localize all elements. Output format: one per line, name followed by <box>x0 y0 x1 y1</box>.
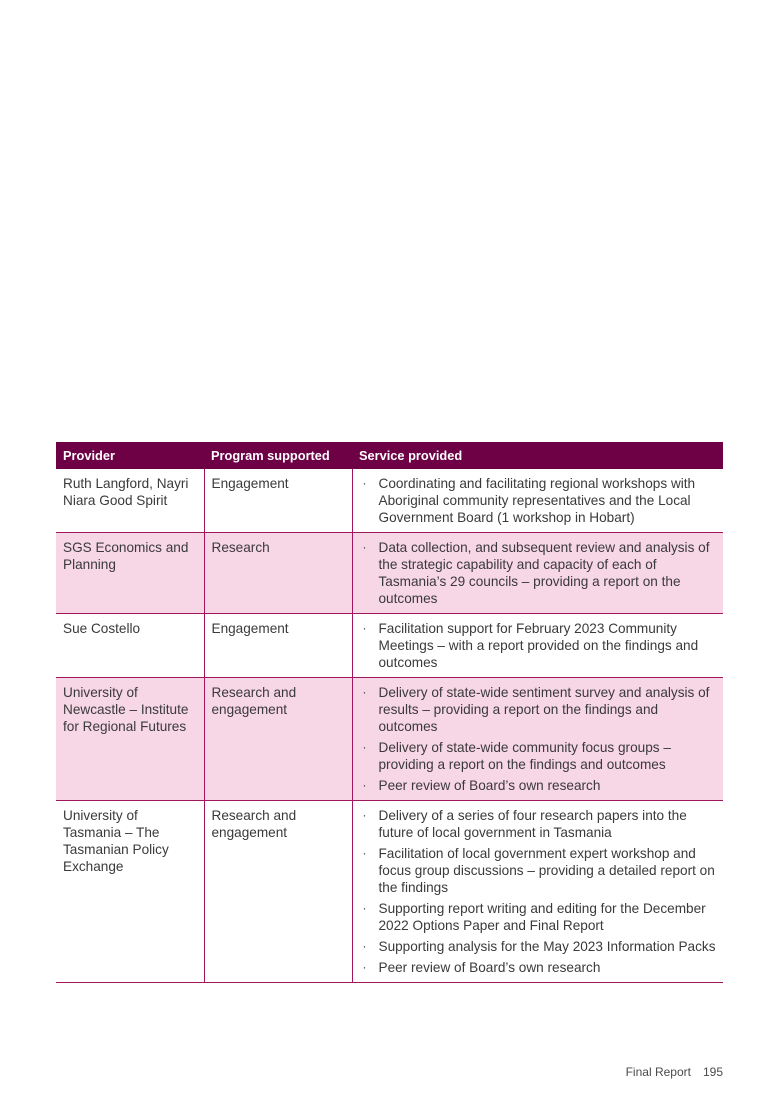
service-item <box>360 807 718 841</box>
bullet-icon: · <box>362 808 367 822</box>
bullet-icon: · <box>362 621 367 635</box>
service-text: Supporting report writing and editing for the December 2022 Options Paper and Final Report <box>378 901 706 933</box>
bullet-icon: · <box>362 901 367 915</box>
service-text: Facilitation support for February 2023 Community Meetings – with a report provided on the findings and outcomes <box>378 621 699 670</box>
table-row <box>56 469 723 533</box>
service-list <box>360 620 718 671</box>
table-header <box>56 442 723 469</box>
page-footer <box>600 1065 723 1079</box>
service-item <box>360 777 718 794</box>
provider-cell: Sue Costello <box>56 614 204 678</box>
service-item <box>360 739 718 773</box>
provider-cell: SGS Economics and Planning <box>56 533 204 614</box>
service-cell <box>352 614 723 678</box>
service-list <box>360 475 718 526</box>
service-text: Delivery of state-wide community focus groups – providing a report on the findings and outcomes <box>378 740 671 772</box>
service-text: Data collection, and subsequent review and analysis of the strategic capability and capacity of each of Tasmania’s 29 councils – providing a report on the outcomes <box>378 540 710 606</box>
service-item <box>360 845 718 896</box>
service-item <box>360 475 718 526</box>
service-cell <box>352 533 723 614</box>
bullet-icon: · <box>362 685 367 699</box>
program-cell: Engagement <box>204 614 352 678</box>
service-item <box>360 959 718 976</box>
service-cell <box>352 678 723 801</box>
header-row <box>56 442 723 469</box>
bullet-icon: · <box>362 846 367 860</box>
service-item <box>360 684 718 735</box>
page-number: 195 <box>702 1065 723 1079</box>
bullet-icon: · <box>362 540 367 554</box>
table-row <box>56 614 723 678</box>
bullet-icon: · <box>362 939 367 953</box>
service-list <box>360 807 718 976</box>
bullet-icon: · <box>362 778 367 792</box>
service-text: Delivery of state-wide sentiment survey and analysis of results – providing a report on the findings and outcomes <box>378 685 710 734</box>
service-item <box>360 620 718 671</box>
service-text: Facilitation of local government expert workshop and focus group discussions – providing a detailed report on the findings <box>378 846 715 895</box>
provider-cell: University of Newcastle – Institute for Regional Futures <box>56 678 204 801</box>
header-program: Program supported <box>204 442 352 469</box>
service-item <box>360 938 718 955</box>
table-row <box>56 801 723 983</box>
program-cell: Research and engagement <box>204 678 352 801</box>
table-row <box>56 533 723 614</box>
providers-table <box>56 442 723 983</box>
service-list <box>360 684 718 794</box>
service-list <box>360 539 718 607</box>
program-cell: Research and engagement <box>204 801 352 983</box>
service-text: Supporting analysis for the May 2023 Information Packs <box>378 939 716 954</box>
service-cell <box>352 801 723 983</box>
service-text: Peer review of Board’s own research <box>378 960 601 975</box>
service-text: Coordinating and facilitating regional workshops with Aboriginal community representatives and the Local Government Board (1 workshop in Hobart) <box>378 476 696 525</box>
table-row <box>56 678 723 801</box>
service-text: Peer review of Board’s own research <box>378 778 601 793</box>
header-provider: Provider <box>56 442 204 469</box>
footer-label: Final Report <box>625 1065 691 1079</box>
service-item <box>360 900 718 934</box>
provider-cell: Ruth Langford, Nayri Niara Good Spirit <box>56 469 204 533</box>
provider-cell: University of Tasmania – The Tasmanian Policy Exchange <box>56 801 204 983</box>
service-item <box>360 539 718 607</box>
bullet-icon: · <box>362 476 367 490</box>
program-cell: Research <box>204 533 352 614</box>
bullet-icon: · <box>362 960 367 974</box>
service-text: Delivery of a series of four research papers into the future of local government in Tasmania <box>378 808 687 840</box>
program-cell: Engagement <box>204 469 352 533</box>
service-cell <box>352 469 723 533</box>
bullet-icon: · <box>362 740 367 754</box>
header-service: Service provided <box>352 442 723 469</box>
